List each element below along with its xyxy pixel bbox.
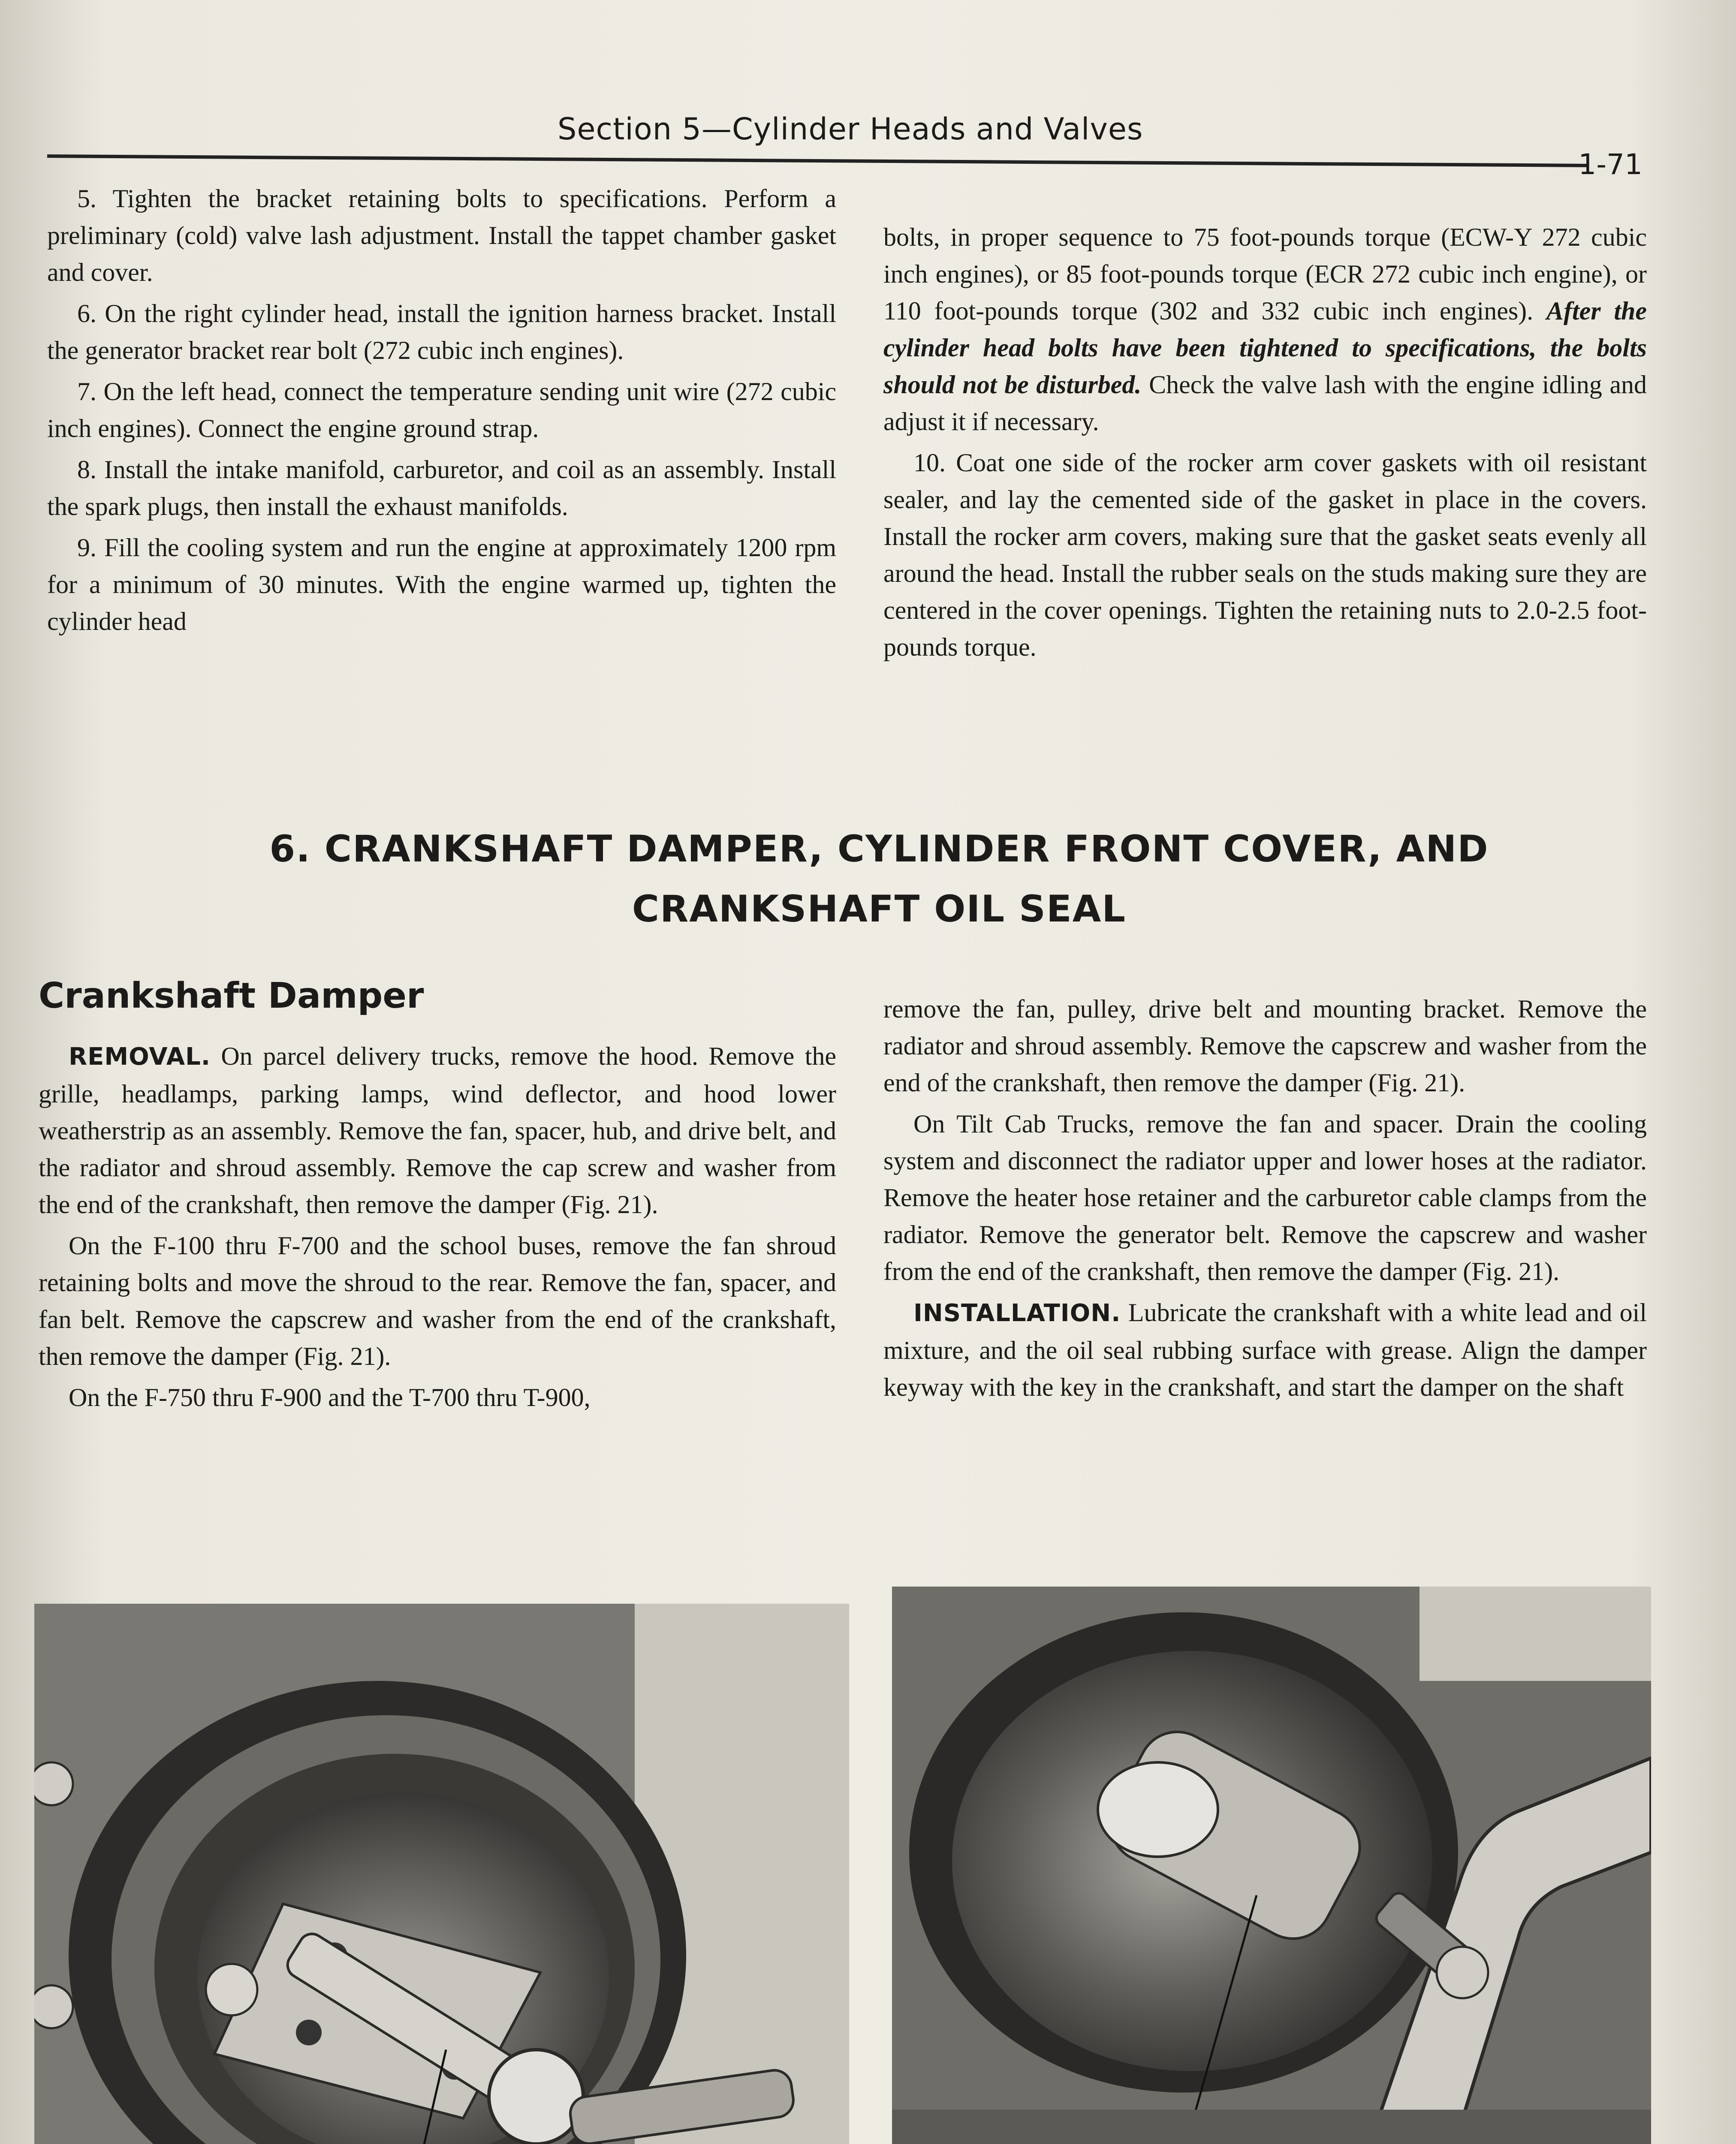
header-rule [47,154,1587,167]
page-header [47,107,1643,181]
step-9-continued [883,219,1647,440]
damper-removal-illustration [34,1604,849,2144]
f750-paragraph: On the F-750 thru F-900 and the T-700 thru T-900, [69,1383,591,1412]
step-10: 10. Coat one side of the rocker arm cover gaskets with oil resistant sealer, and lay the cemented side of the gasket in place in the covers. Install the rocker arm covers, making sure that the gasket seats evenly all around the head. Install the rubber seals on the studs making sure they are centered in the cover openings. Tighten the retaining nuts to 2.0-2.5 foot-pounds torque. [883,449,1647,661]
right-column-bottom [883,991,1647,1410]
step-6: 6. On the right cylinder head, install the ignition harness bracket. Install the generator bracket rear bolt (272 cubic inch engines). [47,299,836,364]
removal-paragraph [39,1038,836,1223]
installation-paragraph [883,1294,1647,1406]
subsection-heading: Crankshaft Damper [39,976,424,1016]
f750-continued: remove the fan, pulley, drive belt and mounting bracket. Remove the radiator and shroud assembly. Remove the capscrew and washer from the end of the crankshaft, then remove the damper (Fig. 21). [883,995,1647,1097]
figure-22-photo [892,1587,1651,2144]
removal-label: REMOVAL. [69,1043,211,1071]
step-8: 8. Install the intake manifold, carburetor, and coil as an assembly. Install the spark plugs, then install the exhaust manifolds. [47,455,836,521]
installation-text: Lubricate the crankshaft with a white lead and oil mixture, and the oil seal rubbing surface with grease. Align the damper keyway with the key in the crankshaft, and start the damper on the shaft [883,1298,1647,1401]
right-column-top [883,219,1647,670]
page-number: 1-71 [1578,148,1643,181]
section-heading-line-1: 6. CRANKSHAFT DAMPER, CYLINDER FRONT COVER, AND [269,828,1489,870]
installation-label: INSTALLATION. [913,1299,1121,1327]
step-5: 5. Tighten the bracket retaining bolts to specifications. Perform a preliminary (cold) valve lash adjustment. Install the tappet chamber gasket and cover. [47,184,836,286]
left-column-top [47,180,836,644]
left-column-bottom [39,1038,836,1420]
section-heading-line-2: CRANKSHAFT OIL SEAL [632,888,1127,930]
section-header-title: Section 5—Cylinder Heads and Valves [558,111,1143,147]
removal-text: On parcel delivery trucks, remove the hood. Remove the grille, headlamps, parking lamps, wind deflector, and hood lower weatherstrip as an assembly. Remove the fan, spacer, hub, and drive belt, and the radiator and shroud assembly. Remove the cap screw and washer from the end of the crankshaft, then remove the damper (Fig. 21). [39,1042,836,1219]
figure-21-photo [34,1604,849,2144]
section-heading [129,819,1630,939]
torque-text: bolts, in proper sequence to 75 foot-pounds torque (ECW-Y 272 cubic inch engines), or 85 foot-pounds torque (ECR 272 cubic inch engine), or 110 foot-pounds torque (302 and 332 cubic inch engines). [883,223,1647,325]
tilt-cab-paragraph: On Tilt Cab Trucks, remove the fan and spacer. Drain the cooling system and disconnect the radiator upper and lower hoses at the radiator. Remove the heater hose retainer and the carburetor cable clamps from the radiator. Remove the generator belt. Remove the capscrew and washer from the end of the crankshaft, then remove the damper (Fig. 21). [883,1110,1647,1286]
step-7: 7. On the left head, connect the temperature sending unit wire (272 cubic inch engines). Connect the engine ground strap. [47,377,836,443]
f100-paragraph: On the F-100 thru F-700 and the school buses, remove the fan shroud retaining bolts and move the shroud to the rear. Remove the fan, spacer, and fan belt. Remove the capscrew and washer from the end of the crankshaft, then remove the damper (Fig. 21). [39,1232,836,1370]
valve-lash-text: Check the valve lash with the engine idling and adjust it if necessary. [883,370,1647,436]
damper-installation-illustration [892,1587,1651,2144]
warning-emphasis: After the cylinder head bolts have been tightened to specifications, the bolts should not be disturbed. [883,297,1647,399]
step-9: 9. Fill the cooling system and run the engine at approximately 1200 rpm for a minimum of 30 minutes. With the engine warmed up, tighten the cylinder head [47,533,836,635]
